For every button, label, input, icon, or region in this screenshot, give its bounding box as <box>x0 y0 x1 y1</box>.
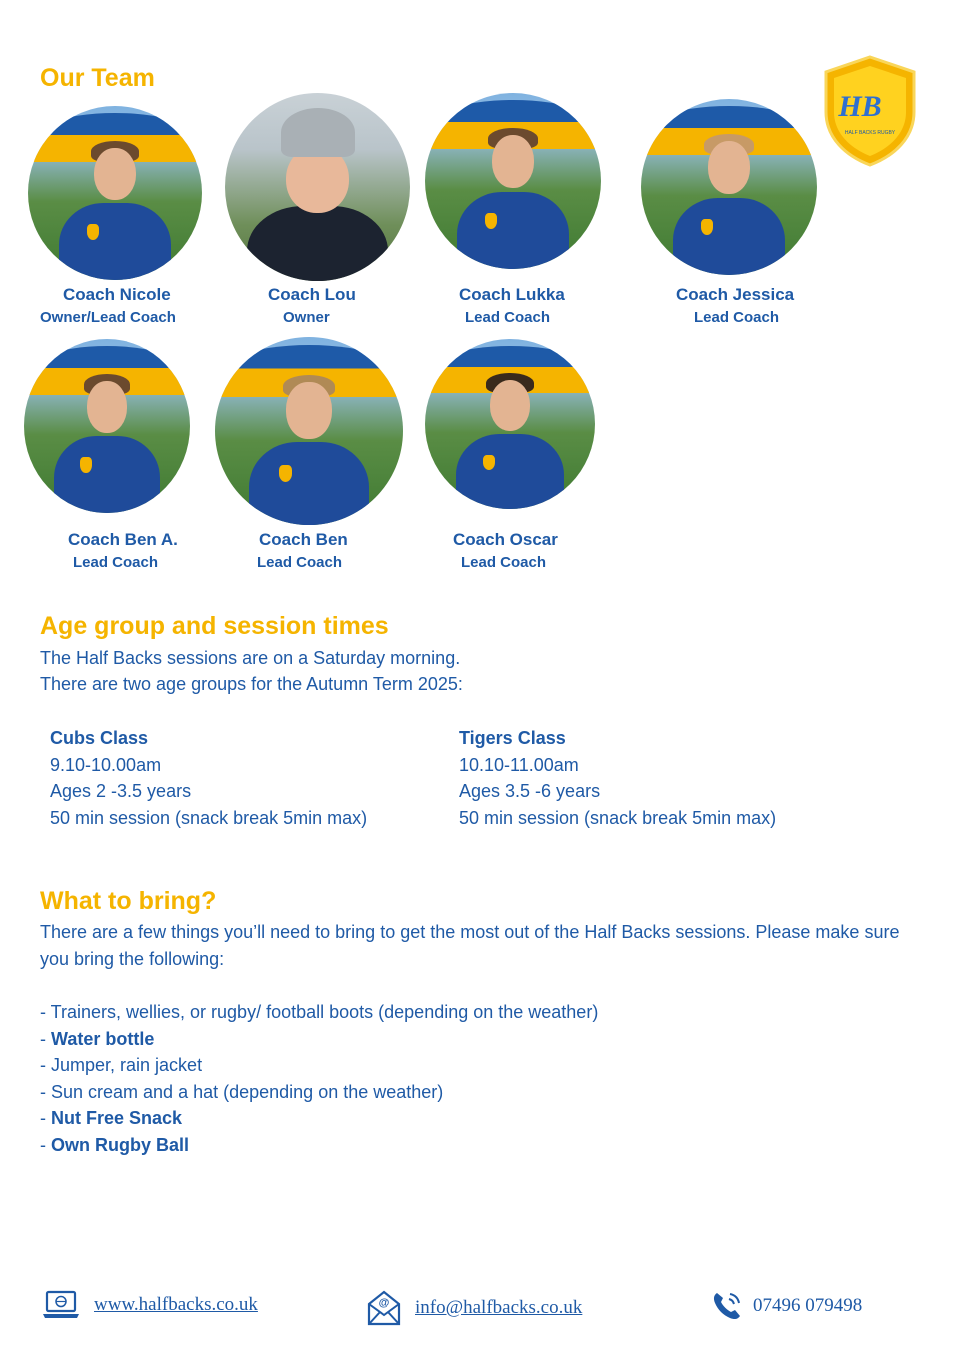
coach-name: Coach Jessica <box>676 285 795 304</box>
class-length: 50 min session (snack break 5min max) <box>459 807 777 828</box>
phone-number: 07496 079498 <box>753 1295 863 1316</box>
bring-item-text: Sun cream and a hat (depending on the weather) <box>51 1081 444 1102</box>
class-time: 9.10-10.00am <box>50 754 162 775</box>
coach-role: Lead Coach <box>257 554 343 571</box>
coach-role: Lead Coach <box>461 554 547 571</box>
coach-role: Lead Coach <box>73 554 159 571</box>
coach-name: Coach Nicole <box>63 285 171 304</box>
coach-name: Coach Ben <box>259 530 348 549</box>
coach-name: Coach Lou <box>268 285 356 304</box>
list-item: - Trainers, wellies, or rugby/ football boots (depending on the weather) <box>40 1002 599 1022</box>
sessions-heading: Age group and session times <box>40 612 389 640</box>
list-item: - Nut Free Snack <box>40 1108 183 1128</box>
bring-item-text: Water bottle <box>51 1028 155 1049</box>
logo-initial-h: HB <box>838 90 882 123</box>
class-title: Tigers Class <box>459 728 566 748</box>
list-item: - Water bottle <box>40 1028 155 1049</box>
logo-caption: HALF BACKS RUGBY <box>844 130 896 136</box>
class-title: Cubs Class <box>50 728 149 748</box>
coach-photo-lukka <box>425 93 601 269</box>
footer-website <box>42 1290 258 1320</box>
class-length: 50 min session (snack break 5min max) <box>50 807 368 828</box>
footer-phone <box>711 1290 862 1322</box>
coach-photo-ben <box>215 337 403 525</box>
coach-name: Coach Lukka <box>459 285 565 304</box>
footer-email <box>367 1290 582 1326</box>
bring-item-text: Nut Free Snack <box>51 1108 183 1128</box>
coach-role: Lead Coach <box>465 309 551 326</box>
email-link[interactable]: info@halfbacks.co.uk <box>415 1297 583 1318</box>
coach-photo-jessica <box>641 99 817 275</box>
coach-role: Lead Coach <box>694 309 780 326</box>
bring-heading: What to bring? <box>40 887 217 915</box>
coach-photo-oscar <box>425 339 595 509</box>
email-icon <box>367 1290 401 1326</box>
bring-intro: There are a few things you’ll need to bring to get the most out of the Half Backs sessions. Please make sure you bring the following: <box>40 922 900 969</box>
coach-photo-lou <box>225 93 410 281</box>
bring-item-text: Trainers, wellies, or rugby/ football boots (depending on the weather) <box>50 1002 599 1022</box>
list-item: - Jumper, rain jacket <box>40 1055 203 1075</box>
team-heading: Our Team <box>40 64 155 92</box>
coach-photo-ben-a <box>24 339 190 513</box>
bring-item-text: Jumper, rain jacket <box>51 1055 203 1075</box>
svg-text:@: @ <box>378 1297 390 1309</box>
class-ages: Ages 3.5 -6 years <box>459 781 601 801</box>
halfbacks-logo <box>822 54 918 168</box>
website-link[interactable]: www.halfbacks.co.uk <box>94 1294 258 1315</box>
class-ages: Ages 2 -3.5 years <box>50 781 192 801</box>
coach-name: Coach Ben A. <box>68 530 178 549</box>
coach-role: Owner <box>283 309 330 326</box>
list-item: - Sun cream and a hat (depending on the weather) <box>40 1081 444 1102</box>
class-tigers <box>459 725 776 831</box>
coach-photo-nicole <box>28 106 202 280</box>
laptop-icon <box>42 1290 80 1320</box>
coach-name: Coach Oscar <box>453 530 558 549</box>
phone-icon <box>711 1290 743 1322</box>
bring-list <box>40 999 598 1158</box>
class-time: 10.10-11.00am <box>459 754 579 775</box>
class-cubs <box>50 725 367 831</box>
list-item: - Own Rugby Ball <box>40 1134 190 1155</box>
coach-role: Owner/Lead Coach <box>40 309 176 326</box>
sessions-intro-1: The Half Backs sessions are on a Saturday morning. <box>40 648 461 668</box>
bring-item-text: Own Rugby Ball <box>51 1134 190 1155</box>
sessions-intro-2: There are two age groups for the Autumn Term 2025: <box>40 674 463 694</box>
